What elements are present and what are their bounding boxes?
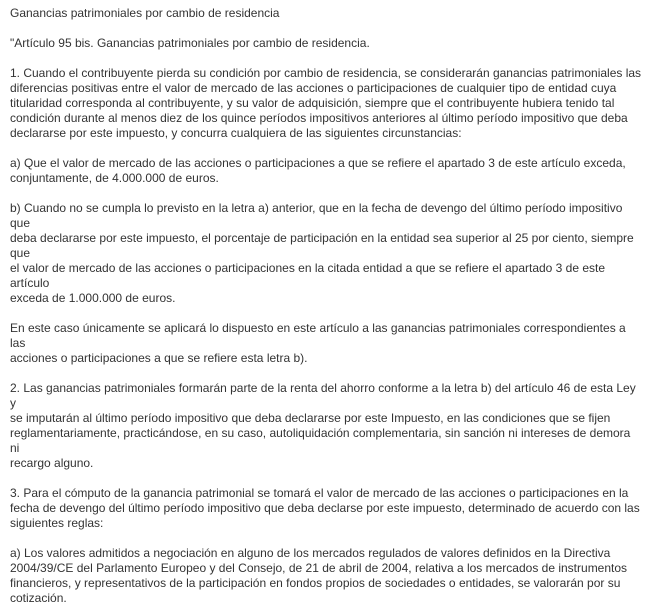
- paragraph-section-1a: a) Que el valor de mercado de las acciones o participaciones a que se refiere el apartado 3 de este artículo exceda, conjuntamente, de 4.000.000 de euros.: [10, 156, 626, 185]
- document-title: Ganancias patrimoniales por cambio de residencia: [10, 6, 280, 20]
- paragraph-section-1: 1. Cuando el contribuyente pierda su condición por cambio de residencia, se considerarán ganancias patrimoniales las diferencias positivas entre el valor de mercado de las acciones o participaciones de cualquier tipo de entidad cuya titularidad corresponda al contribuyente, y su valor de adquisición, siempre que el contribuyente hubiera tenido tal condición durante al menos diez de los quince períodos impositivos anteriores al último período impositivo que deba declararse por este impuesto, y concurra cualquiera de las siguientes circunstancias:: [10, 66, 642, 140]
- paragraph-section-1b: b) Cuando no se cumpla lo previsto en la letra a) anterior, que en la fecha de devengo del último período impositivo que deba declararse por este impuesto, el porcentaje de participación en la entidad sea superior al 25 por ciento, siempre que el valor de mercado de las acciones o participaciones en la citada entidad a que se refiere el apartado 3 de este artículo exceda de 1.000.000 de euros.: [10, 201, 634, 305]
- paragraph-section-3: 3. Para el cómputo de la ganancia patrimonial se tomará el valor de mercado de las acciones o participaciones en la fecha de devengo del último período impositivo que deba declarse por este impuesto, determinado de acuerdo con las siguientes reglas:: [10, 486, 640, 530]
- paragraph-section-1b-note: En este caso únicamente se aplicará lo dispuesto en este artículo a las ganancias patrimoniales correspondientes a las acciones o participaciones a que se refiere esta letra b).: [10, 321, 626, 365]
- paragraph-section-3a: a) Los valores admitidos a negociación en alguno de los mercados regulados de valores definidos en la Directiva 2004/39/CE del Parlamento Europeo y del Consejo, de 21 de abril de 2004, relativa a los mercados de instrumentos financieros, y representativos de la participación en fondos propios de sociedades o entidades, se valorarán por su cotización.: [10, 546, 628, 605]
- document-body: [10, 6, 642, 606]
- paragraph-section-2: 2. Las ganancias patrimoniales formarán parte de la renta del ahorro conforme a la letra b) del artículo 46 de esta Ley y se imputarán al último período impositivo que deba declararse por este Impuesto, en las condiciones que se fijen reglamentariamente, practicándose, en su caso, autoliquidación complementaria, sin sanción ni intereses de demora ni recargo alguno.: [10, 381, 636, 470]
- paragraph-article-heading: "Artículo 95 bis. Ganancias patrimoniales por cambio de residencia.: [10, 36, 370, 50]
